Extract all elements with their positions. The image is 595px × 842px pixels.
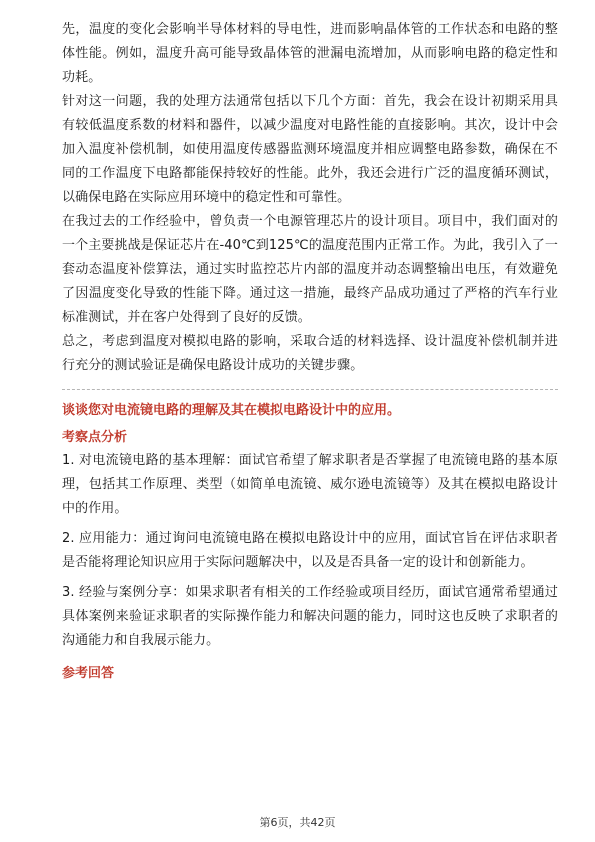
analysis-item-3: 3. 经验与案例分享：如果求职者有相关的工作经验或项目经历，面试官通常希望通过具体案例来验证求职者的实际操作能力和解决问题的能力，同时这也反映了求职者的沟通能力和自我展示能力。	[62, 585, 558, 648]
analysis-item-2: 2. 应用能力：通过询问电流镜电路在模拟电路设计中的应用，面试官旨在评估求职者是否能将理论知识应用于实际问题解决中，以及是否具备一定的设计和创新能力。	[62, 531, 558, 570]
answer-heading: 参考回答	[62, 666, 115, 681]
question-heading: 谈谈您对电流镜电路的理解及其在模拟电路设计中的应用。	[62, 403, 401, 418]
analysis-heading: 考察点分析	[62, 430, 128, 445]
section-divider	[62, 389, 558, 390]
body-paragraph-1: 先，温度的变化会影响半导体材料的导电性，进而影响晶体管的工作状态和电路的整体性能。例如，温度升高可能导致晶体管的泄漏电流增加，从而影响电路的稳定性和功耗。	[62, 22, 558, 85]
body-paragraph-3: 在我过去的工作经验中，曾负责一个电源管理芯片的设计项目。项目中，我们面对的一个主要挑战是保证芯片在-40℃到125℃的温度范围内正常工作。为此，我引入了一套动态温度补偿算法，通过实时监控芯片内部的温度并动态调整输出电压，有效避免了因温度变化导致的性能下降。通过这一措施，最终产品成功通过了严格的汽车行业标准测试，并在客户处得到了良好的反馈。	[62, 214, 558, 325]
page-footer: 第6页，共42页	[259, 816, 336, 829]
body-paragraph-2: 针对这一问题，我的处理方法通常包括以下几个方面：首先，我会在设计初期采用具有较低温度系数的材料和器件，以减少温度对电路性能的直接影响。其次，设计中会加入温度补偿机制，如使用温度传感器监测环境温度并相应调整电路参数，确保在不同的工作温度下电路都能保持较好的性能。此外，我还会进行广泛的温度循环测试，以确保电路在实际应用环境中的稳定性和可靠性。	[62, 94, 558, 205]
page-content	[62, 18, 558, 685]
body-paragraph-4: 总之，考虑到温度对模拟电路的影响，采取合适的材料选择、设计温度补偿机制并进行充分的测试验证是确保电路设计成功的关键步骤。	[62, 334, 558, 373]
analysis-item-1: 1. 对电流镜电路的基本理解：面试官希望了解求职者是否掌握了电流镜电路的基本原理，包括其工作原理、类型（如简单电流镜、威尔逊电流镜等）及其在模拟电路设计中的作用。	[62, 453, 558, 516]
